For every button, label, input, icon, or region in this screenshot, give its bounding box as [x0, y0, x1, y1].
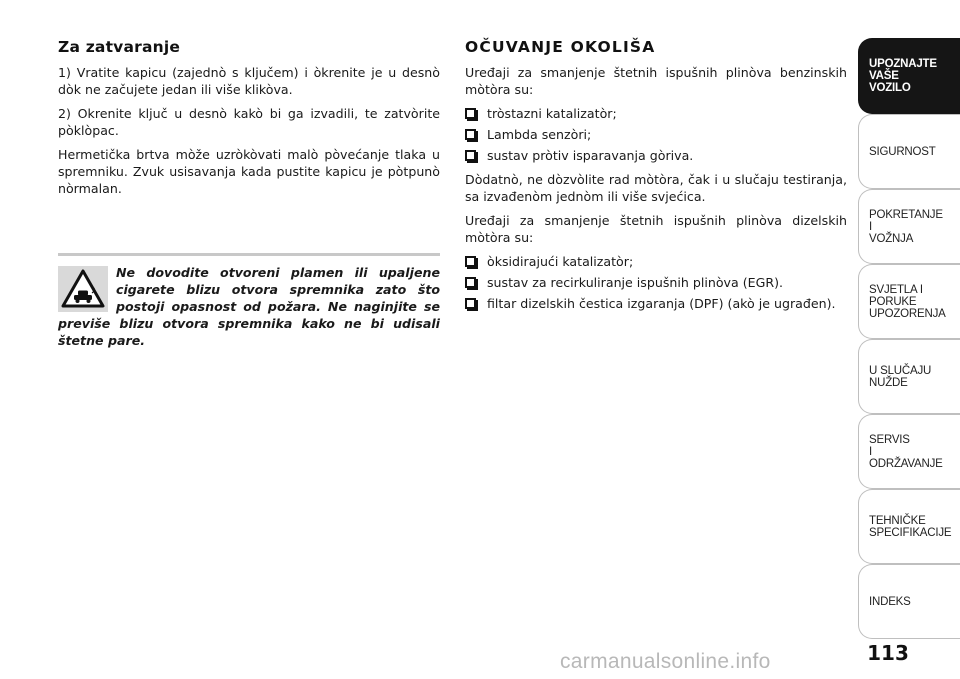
section-heading: Za zatvaranje — [58, 38, 181, 56]
list-item: tròstazni katalizatòr; — [465, 105, 847, 122]
tab-tehnicke-specifikacije[interactable]: TEHNIČKE SPECIFIKACIJE — [858, 489, 960, 564]
paragraph: Uređaji za smanjenje štetnih ispušnih plinòva benzinskih mòtòra su: — [465, 65, 847, 97]
paragraph: 1) Vratite kapicu (zajednò s ključem) i òkrenite je u desnò dòk ne začujete jedan ili više klikòva. — [58, 65, 440, 97]
tab-u-slucaju-nuzde[interactable]: U SLUČAJU NUŽDE — [858, 339, 960, 414]
paragraph: Uređaji za smanjenje štetnih ispušnih plinòva dizelskih mòtòra su: — [465, 213, 847, 245]
left-column — [58, 38, 440, 204]
tab-servis-i-odrzavanje[interactable]: SERVIS I ODRŽAVANJE — [858, 414, 960, 489]
warning-text-block — [58, 264, 440, 349]
checkbox-bullet-icon — [465, 256, 476, 267]
tab-upoznajte-vase-vozilo[interactable]: UPOZNAJTE VAŠE VOZILO — [858, 38, 960, 114]
paragraph: Hermetička brtva mòže uzròkòvati malò pòvećanje tlaka u spremniku. Zvuk usisavanja kada pustite kapicu je pòtpunò nòrmalan. — [58, 147, 440, 196]
list-item: òksidirajući katalizatòr; — [465, 253, 847, 270]
bullet-list — [465, 253, 847, 312]
warning-text: Ne dovodite otvoreni plamen ili upaljene cigarete blizu otvora spremnika zato što postoji opasnost od požara. Ne naginjite se previše blizu otvora spremnika kako ne bi udisali štetne pare. — [58, 265, 440, 348]
list-item: sustav pròtiv isparavanja gòriva. — [465, 147, 847, 164]
list-item: Lambda senzòri; — [465, 126, 847, 143]
section-heading: OČUVANJE OKOLIŠA — [465, 38, 656, 56]
page-number: 113 — [867, 641, 909, 665]
tab-sigurnost[interactable]: SIGURNOST — [858, 114, 960, 189]
checkbox-bullet-icon — [465, 277, 476, 288]
watermark: carmanualsonline.info — [560, 650, 771, 673]
checkbox-bullet-icon — [465, 298, 476, 309]
paragraph: 2) Okrenite ključ u desnò kakò bi ga izvadili, te zatvòrite pòklòpac. — [58, 106, 440, 138]
checkbox-bullet-icon — [465, 150, 476, 161]
tab-indeks[interactable]: INDEKS — [858, 564, 960, 639]
right-column — [465, 38, 847, 319]
paragraph: Dòdatnò, ne dòzvòlite rad mòtòra, čak i u slučaju testiranja, sa izvađenòm jednòm ili više svjećica. — [465, 172, 847, 204]
list-item: sustav za recirkuliranje ispušnih plinòva (EGR). — [465, 274, 847, 291]
tab-svjetla-i-poruke-upozorenja[interactable]: SVJETLA I PORUKE UPOZORENJA — [858, 264, 960, 339]
checkbox-bullet-icon — [465, 108, 476, 119]
bullet-list — [465, 105, 847, 164]
warning-divider — [58, 253, 440, 256]
list-item: filtar dizelskih čestica izgaranja (DPF) (akò je ugrađen). — [465, 295, 847, 312]
tab-pokretanje-i-voznja[interactable]: POKRETANJE I VOŽNJA — [858, 189, 960, 264]
checkbox-bullet-icon — [465, 129, 476, 140]
